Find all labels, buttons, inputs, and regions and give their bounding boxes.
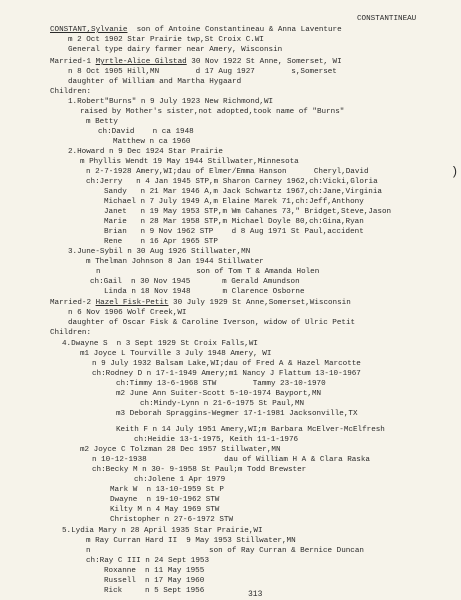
child-entry: 2.Howard n 9 Dec 1924 Star Prairie xyxy=(68,148,223,156)
text-line: Michael n 7 July 1949 A,m Elaine Marek 71,ch:Jeff,Anthony xyxy=(104,198,364,206)
text-line: ch:Jerry n 4 Jan 1945 STP,m Sharon Carney 1962,ch:Vicki,Gloria xyxy=(86,178,378,186)
text-line: ch:David n ca 1948 xyxy=(98,128,194,136)
text-line: ch:Rodney D n 17-1-1949 Amery;m1 Nancy J Flattum 13-10-1967 xyxy=(92,370,361,378)
text-line: Rick n 5 Sept 1956 xyxy=(104,587,205,595)
marriage-1-line: Married-1 Myrtle-Alice Gilstad 30 Nov 1922 St Anne, Somerset, WI xyxy=(50,58,342,66)
text-line: ch:Becky M n 30- 9-1958 St Paul;m Todd Brewster xyxy=(92,466,307,474)
text-line: daughter of William and Martha Hygaard xyxy=(68,78,242,86)
subject-name: CONSTANT,Sylvanie xyxy=(50,26,128,34)
text-line: n 6 Nov 1906 Wolf Creek,WI xyxy=(68,309,187,317)
text-line: ch:Timmy 13-6-1968 STW Tammy 23-10-1970 xyxy=(116,380,326,388)
text-line: n son of Ray Curran & Bernice Duncan xyxy=(86,547,364,555)
family-surname-heading: CONSTANTINEAU xyxy=(357,15,417,23)
child-entry: 1.Robert"Burns" n 9 July 1923 New Richmond,WI xyxy=(68,98,274,106)
text-line: m Thelman Johnson 8 Jan 1944 Stillwater xyxy=(86,258,264,266)
text-line: Christopher n 27-6-1972 STW xyxy=(110,516,234,524)
text-line: m Ray Curran Hard II 9 May 1953 Stillwater,MN xyxy=(86,537,296,545)
text-line: n 2-7-1928 Amery,WI;dau of Elmer/Emma Hanson Cheryl,David xyxy=(86,168,369,176)
text-line: m Phyllis Wendt 19 May 1944 Stillwater,Minnesota xyxy=(80,158,299,166)
brace-mark: ) xyxy=(451,165,459,179)
text-line: Russell n 17 May 1960 xyxy=(104,577,205,585)
text-line: Brian n 9 Nov 1962 STP d 8 Aug 1971 St Paul,accident xyxy=(104,228,364,236)
text-line: n 10-12-1938 dau of William H A & Clara Raska xyxy=(92,456,370,464)
text-line: Keith F n 14 July 1951 Amery,WI;m Barbara McElver-McElfresh xyxy=(116,426,385,434)
text-line: Marie n 28 Mar 1958 STP,m Michael Doyle 80,ch:Gina,Ryan xyxy=(104,218,364,226)
text-line: raised by Mother's sister,not adopted,took name of "Burns" xyxy=(80,108,345,116)
text-line: Linda n 18 Nov 1948 m Clarence Osborne xyxy=(104,288,305,296)
text-line: ch:Gail n 30 Nov 1945 m Gerald Amundson xyxy=(90,278,300,286)
text-line: Kilty M n 4 May 1969 STW xyxy=(110,506,220,514)
text-line: Rene n 16 Apr 1965 STP xyxy=(104,238,218,246)
text-line: Matthew n ca 1960 xyxy=(113,138,191,146)
text-line: ch:Ray C III n 24 Sept 1953 xyxy=(86,557,210,565)
text-line: n 8 Oct 1905 Hill,MN d 17 Aug 1927 s,Somerset xyxy=(68,68,337,76)
text-line: n son of Tom T & Amanda Holen xyxy=(96,268,320,276)
page-number: 313 xyxy=(248,590,263,599)
text-line: m2 June Ann Suiter-Scott 5-10-1974 Bayport,MN xyxy=(116,390,322,398)
text-line: Sandy n 21 Mar 1946 A,m Jack Schwartz 1967,ch:Jane,Virginia xyxy=(104,188,382,196)
text-line: ch:Heidie 13-1-1975, Keith 11-1-1976 xyxy=(134,436,299,444)
subject-line xyxy=(50,26,342,35)
text-line: m2 Joyce C Tolzman 28 Dec 1957 Stillwater,MN xyxy=(80,446,281,454)
text-line: m Betty xyxy=(86,118,118,126)
text-line: ch:Jolene 1 Apr 1979 xyxy=(134,476,226,484)
text-line: General type dairy farmer near Amery, Wisconsin xyxy=(68,46,283,54)
children-heading: Children: xyxy=(50,88,92,96)
text-line: Mark W n 13-10-1959 St P xyxy=(110,486,224,494)
spouse-2-name: Hazel Fisk-Petit xyxy=(95,299,169,307)
text-line: ch:Mindy-Lynn n 21-6-1975 St Paul,MN xyxy=(140,400,305,408)
text-line: n 9 July 1932 Balsam Lake,WI;dau of Fred A & Hazel Marcotte xyxy=(92,360,361,368)
children-heading: Children: xyxy=(50,329,92,337)
text-line: Roxanne n 11 May 1955 xyxy=(104,567,205,575)
text-line: m3 Deborah Spraggins-Wegmer 17-1-1981 Jacksonville,TX xyxy=(116,410,358,418)
text-line: daughter of Oscar Fisk & Caroline Iverson, widow of Ulric Petit xyxy=(68,319,356,327)
child-entry: 5.Lydia Mary n 28 April 1935 Star Prairie,WI xyxy=(62,527,263,535)
child-entry: 3.June-Sybil n 30 Aug 1926 Stillwater,MN xyxy=(68,248,251,256)
spouse-1-name: Myrtle-Alice Gilstad xyxy=(95,58,187,66)
text-line: m 2 Oct 1902 Star Prairie twp,St Croix C.WI xyxy=(68,36,264,44)
child-entry: 4.Dwayne S n 3 Sept 1929 St Croix Falls,WI xyxy=(62,340,258,348)
text-line: Dwayne n 19-10-1962 STW xyxy=(110,496,220,504)
text-line: m1 Joyce L Tourville 3 July 1948 Amery, WI xyxy=(80,350,272,358)
marriage-2-line: Married-2 Hazel Fisk-Petit 30 July 1929 St Anne,Somerset,Wisconsin xyxy=(50,299,351,307)
subject-parents: son of Antoine Constantineau & Anna Laventure xyxy=(127,26,342,34)
text-line: Janet n 19 May 1953 STP,m Wm Cahanes 73," Bridget,Steve,Jason xyxy=(104,208,392,216)
